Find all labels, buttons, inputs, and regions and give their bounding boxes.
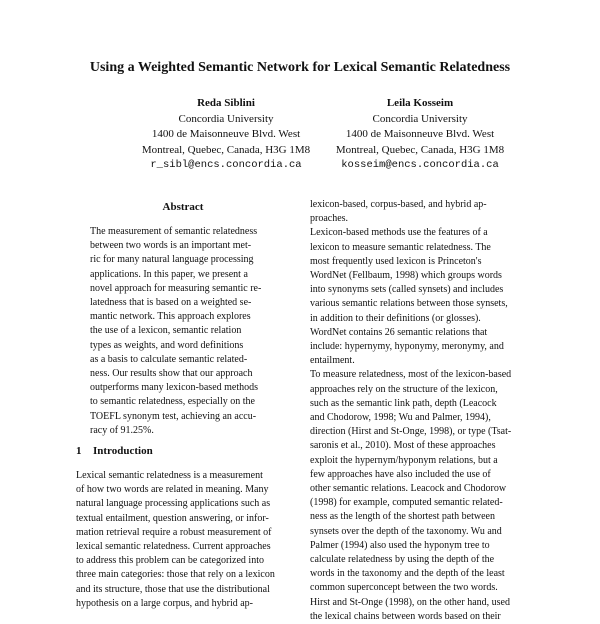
body-line: direction (Hirst and St-Onge, 1998), or type (Tsat- [310, 426, 512, 438]
body-line: few approaches have also included the use of [310, 468, 491, 480]
intro-line: of how two words are related in meaning. Many [76, 484, 269, 496]
intro-line: Lexical semantic relatedness is a measurement [76, 470, 263, 481]
abstract-line: ric for many natural language processing [90, 254, 254, 266]
intro-line: natural language processing applications such as [76, 498, 271, 510]
abstract-line: to semantic relatedness, especially on the [90, 396, 255, 408]
abstract-text [90, 225, 282, 438]
intro-line: and its structure, those that use the distributional [76, 583, 270, 595]
body-line: entailment. [310, 355, 355, 367]
author-block-2 [310, 96, 530, 174]
abstract-line: the use of a lexicon, semantic relation [90, 325, 242, 337]
abstract-line: as a basis to calculate semantic related- [90, 353, 248, 365]
body-line: calculate relatedness by using the depth of the [310, 554, 495, 566]
author-affiliation: Concordia University [372, 112, 468, 125]
abstract-line: outperforms many lexicon-based methods [90, 382, 259, 394]
author-name: Reda Siblini [197, 97, 255, 109]
body-line: ness as the length of the shortest path between [310, 511, 495, 523]
body-line: exploit the hypernym/hyponym relations, but a [310, 454, 498, 466]
abstract-line: TOEFL synonym test, achieving an accu- [90, 410, 257, 422]
introduction-text [76, 469, 296, 609]
body-line: lexicon-based, corpus-based, and hybrid ap- [310, 199, 487, 210]
body-line: approaches rely on the structure of the lexicon, [310, 383, 498, 395]
body-line: and Chodorow, 1998; Wu and Palmer, 1994), [310, 412, 491, 424]
intro-line: hypothesis on a large corpus, and hybrid ap- [76, 597, 253, 609]
author-email: r_sibl@encs.concordia.ca [150, 159, 302, 171]
right-column-text [310, 198, 532, 622]
body-line: lexicon to measure semantic relatedness. The [310, 241, 491, 253]
body-line: WordNet contains 26 semantic relations that [310, 326, 488, 338]
author-address-line: Montreal, Quebec, Canada, H3G 1M8 [141, 143, 311, 156]
abstract-line: The measurement of semantic relatedness [90, 226, 258, 237]
abstract-line: mantic network. This approach explores [90, 311, 251, 323]
author-address-line: Montreal, Quebec, Canada, H3G 1M8 [335, 143, 505, 156]
body-line: synsets over the depth of the taxonomy. Wu and [310, 525, 502, 537]
section-number: 1 [76, 445, 82, 457]
abstract-line: between two words is an important met- [90, 240, 252, 252]
intro-line: mation retrieval require a robust measurement of [76, 526, 272, 538]
abstract-line: novel approach for measuring semantic re- [90, 282, 262, 294]
abstract-line: latedness that is based on a weighted se- [90, 297, 252, 309]
author-email: kosseim@encs.concordia.ca [341, 159, 499, 171]
body-line: saronis et al., 2010). Most of these approaches [310, 440, 496, 452]
abstract-line: ness. Our results show that our approach [90, 368, 253, 380]
author-affiliation: Concordia University [178, 112, 274, 125]
body-line: Hirst and St-Onge (1998), on the other hand, used [310, 596, 510, 608]
author-block-1 [116, 96, 336, 174]
author-name: Leila Kosseim [386, 97, 454, 109]
abstract-line: racy of 91.25%. [90, 424, 154, 436]
intro-line: to address this problem can be categorized into [76, 555, 264, 567]
body-line: other semantic relations. Leacock and Chodorow [310, 483, 507, 495]
intro-line: three main categories: those that rely on a lexicon [76, 569, 275, 581]
body-line: (1998) for example, computed semantic related- [310, 497, 503, 509]
body-line: Palmer (1994) also used the hyponym tree to [310, 539, 490, 551]
body-line: include: hypernymy, hyponymy, meronymy, and [310, 341, 504, 353]
abstract-line: applications. In this paper, we present a [90, 268, 248, 280]
body-line: various semantic relations between those synsets, [310, 298, 508, 310]
intro-line: textual entailment, question answering, or infor- [76, 512, 269, 524]
body-line: the lexical chains between words based on their [310, 610, 501, 622]
intro-line: lexical semantic relatedness. Current approaches [76, 541, 271, 553]
abstract-heading: Abstract [162, 201, 204, 213]
author-address-line: 1400 de Maisonneuve Blvd. West [345, 128, 495, 140]
body-line: words in the taxonomy and the depth of the least [310, 568, 505, 580]
body-line: To measure relatedness, most of the lexicon-based [310, 369, 512, 381]
body-line: most frequently used lexicon is Princeton's [310, 255, 482, 267]
body-line: into synonyms sets (called synsets) and includes [310, 284, 504, 296]
paper-title: Using a Weighted Semantic Network for Lexical Semantic Relatedness [89, 60, 511, 75]
body-line: Lexicon-based methods use the features of a [310, 227, 488, 239]
body-line: such as the semantic link path, depth (Leacock [310, 397, 497, 409]
abstract-line: types as weights, and word definitions [90, 339, 244, 351]
section-heading-introduction [76, 444, 296, 458]
body-line: in addition to their definitions (or glosses). [310, 312, 481, 324]
section-title: Introduction [93, 445, 153, 457]
body-line: proaches. [310, 213, 349, 225]
author-address-line: 1400 de Maisonneuve Blvd. West [151, 128, 301, 140]
body-line: WordNet (Fellbaum, 1998) which groups words [310, 270, 502, 282]
body-line: common superconcept between the two words. [310, 582, 498, 594]
